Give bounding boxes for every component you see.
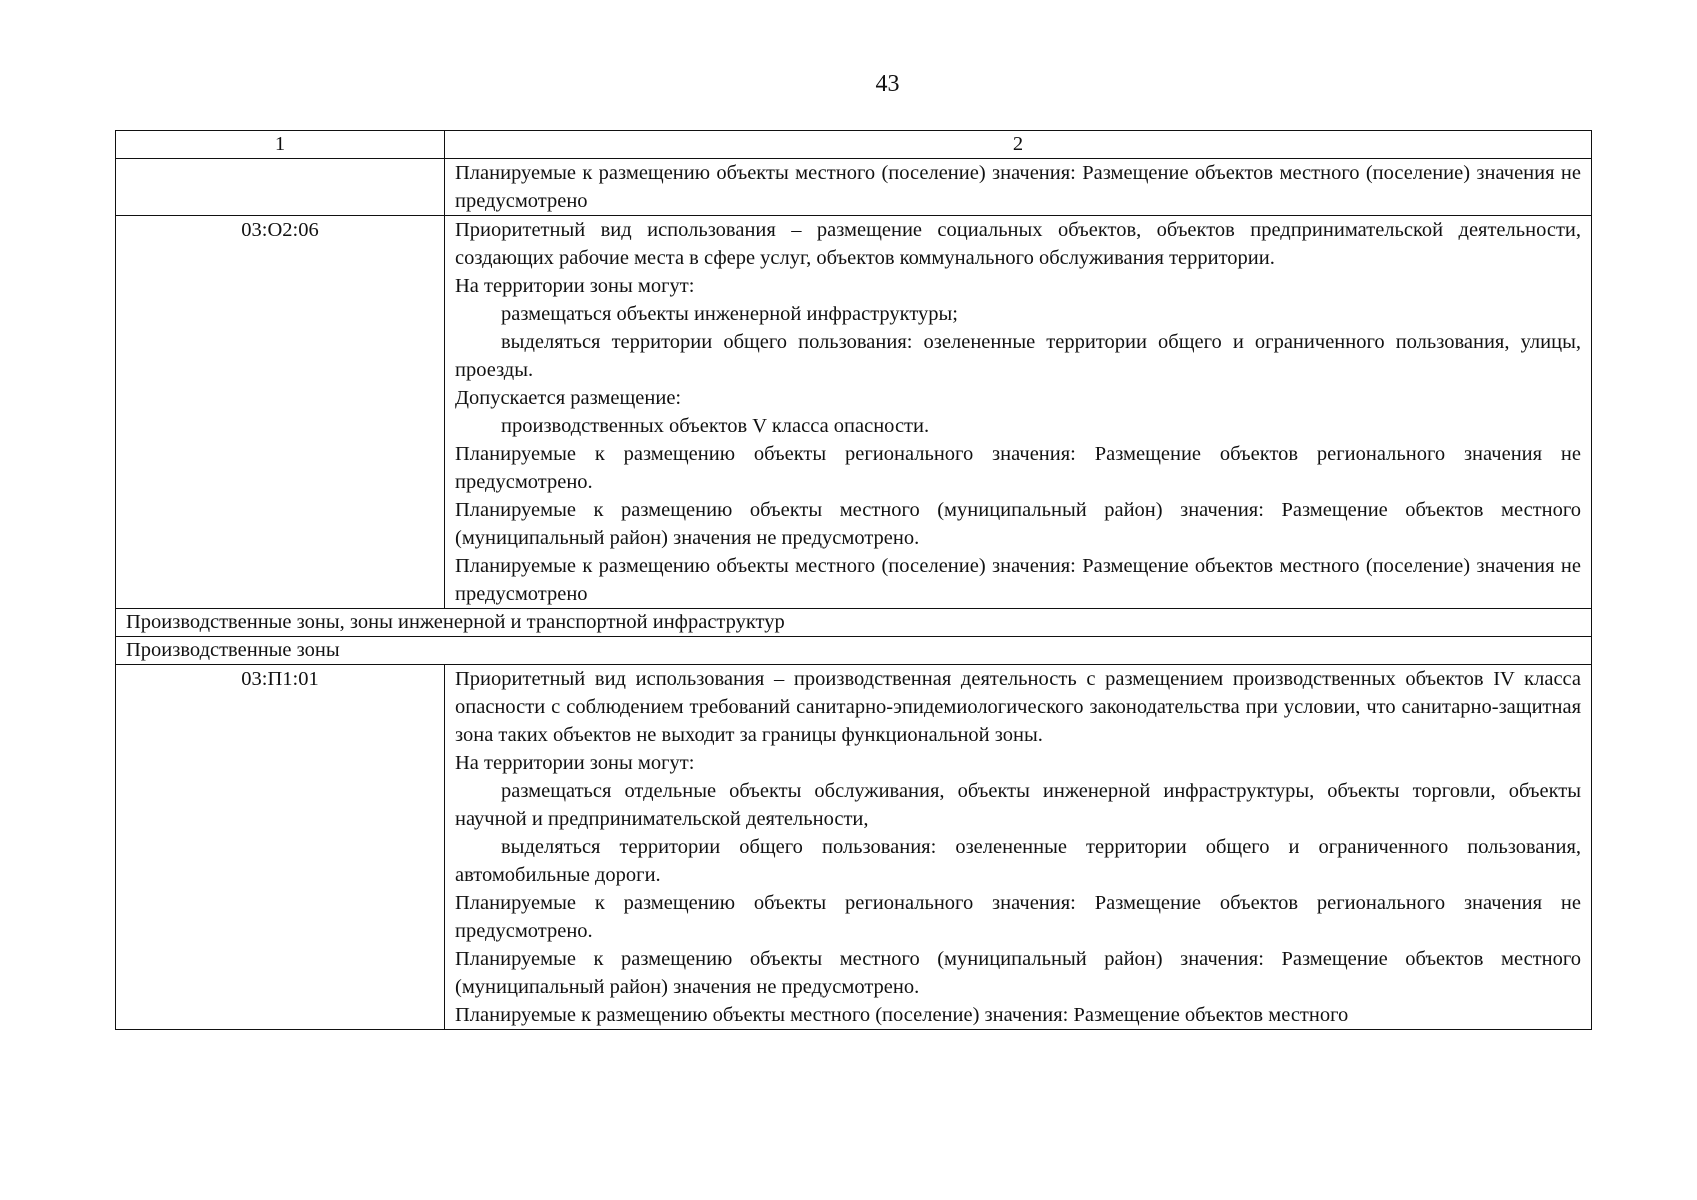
- table-row: [116, 216, 1592, 609]
- description-paragraph: Планируемые к размещению объекты местного (поселение) значения: Размещение объектов местного: [455, 1004, 1349, 1026]
- description-paragraph: Приоритетный вид использования – производственная деятельность с размещением производственных объектов IV класса опасности с соблюдением требований санитарно-эпидемиологического законодательства при условии, что санитарно-защитная зона таких объектов не выходит за границы функциональной зоны.: [455, 668, 1581, 746]
- description-paragraph: На территории зоны могут:: [455, 275, 695, 297]
- description-paragraph: Планируемые к размещению объекты местного (поселение) значения: Размещение объектов местного (поселение) значения не предусмотрено: [455, 162, 1581, 212]
- description-paragraph: На территории зоны могут:: [455, 752, 695, 774]
- zone-description-cell: [445, 216, 1592, 609]
- zones-table: [115, 130, 1592, 1030]
- zone-code-cell: 03:П1:01: [116, 665, 445, 1030]
- description-paragraph: Допускается размещение:: [455, 387, 682, 409]
- zone-code-cell: 03:О2:06: [116, 216, 445, 609]
- column-header-2: 2: [445, 131, 1592, 159]
- description-list-item: размещаться отдельные объекты обслуживания, объекты инженерной инфраструктуры, объекты торговли, объекты научной и предпринимательской деятельности,: [455, 780, 1581, 830]
- zone-description-cell: [445, 665, 1592, 1030]
- description-list-item: выделяться территории общего пользования: озелененные территории общего и ограниченного пользования, улицы, проезды.: [455, 331, 1581, 381]
- section-row: [116, 637, 1592, 665]
- page-number: 43: [875, 71, 900, 97]
- subsection-heading: Производственные зоны: [116, 637, 1592, 665]
- zone-code-cell-empty: [116, 159, 445, 216]
- description-paragraph: Планируемые к размещению объекты регионального значения: Размещение объектов регионального значения не предусмотрено.: [455, 892, 1581, 942]
- table-header-row: [116, 131, 1592, 159]
- description-list-item: размещаться объекты инженерной инфраструктуры;: [501, 303, 958, 325]
- column-header-1: 1: [116, 131, 445, 159]
- description-paragraph: Планируемые к размещению объекты местного (муниципальный район) значения: Размещение объектов местного (муниципальный район) значения не предусмотрено.: [455, 948, 1581, 998]
- description-paragraph: Планируемые к размещению объекты регионального значения: Размещение объектов регионального значения не предусмотрено.: [455, 443, 1581, 493]
- section-row: [116, 609, 1592, 637]
- description-paragraph: Планируемые к размещению объекты местного (муниципальный район) значения: Размещение объектов местного (муниципальный район) значения не предусмотрено.: [455, 499, 1581, 549]
- description-list-item: производственных объектов V класса опасности.: [501, 415, 930, 437]
- description-paragraph: Планируемые к размещению объекты местного (поселение) значения: Размещение объектов местного (поселение) значения не предусмотрено: [455, 555, 1581, 605]
- table-row: [116, 665, 1592, 1030]
- zone-description-cell: [445, 159, 1592, 216]
- description-list-item: выделяться территории общего пользования: озелененные территории общего и ограниченного пользования, автомобильные дороги.: [455, 836, 1581, 886]
- table-row: [116, 159, 1592, 216]
- section-heading: Производственные зоны, зоны инженерной и транспортной инфраструктур: [116, 609, 1592, 637]
- description-paragraph: Приоритетный вид использования – размещение социальных объектов, объектов предпринимательской деятельности, создающих рабочие места в сфере услуг, объектов коммунального обслуживания территории.: [455, 219, 1581, 269]
